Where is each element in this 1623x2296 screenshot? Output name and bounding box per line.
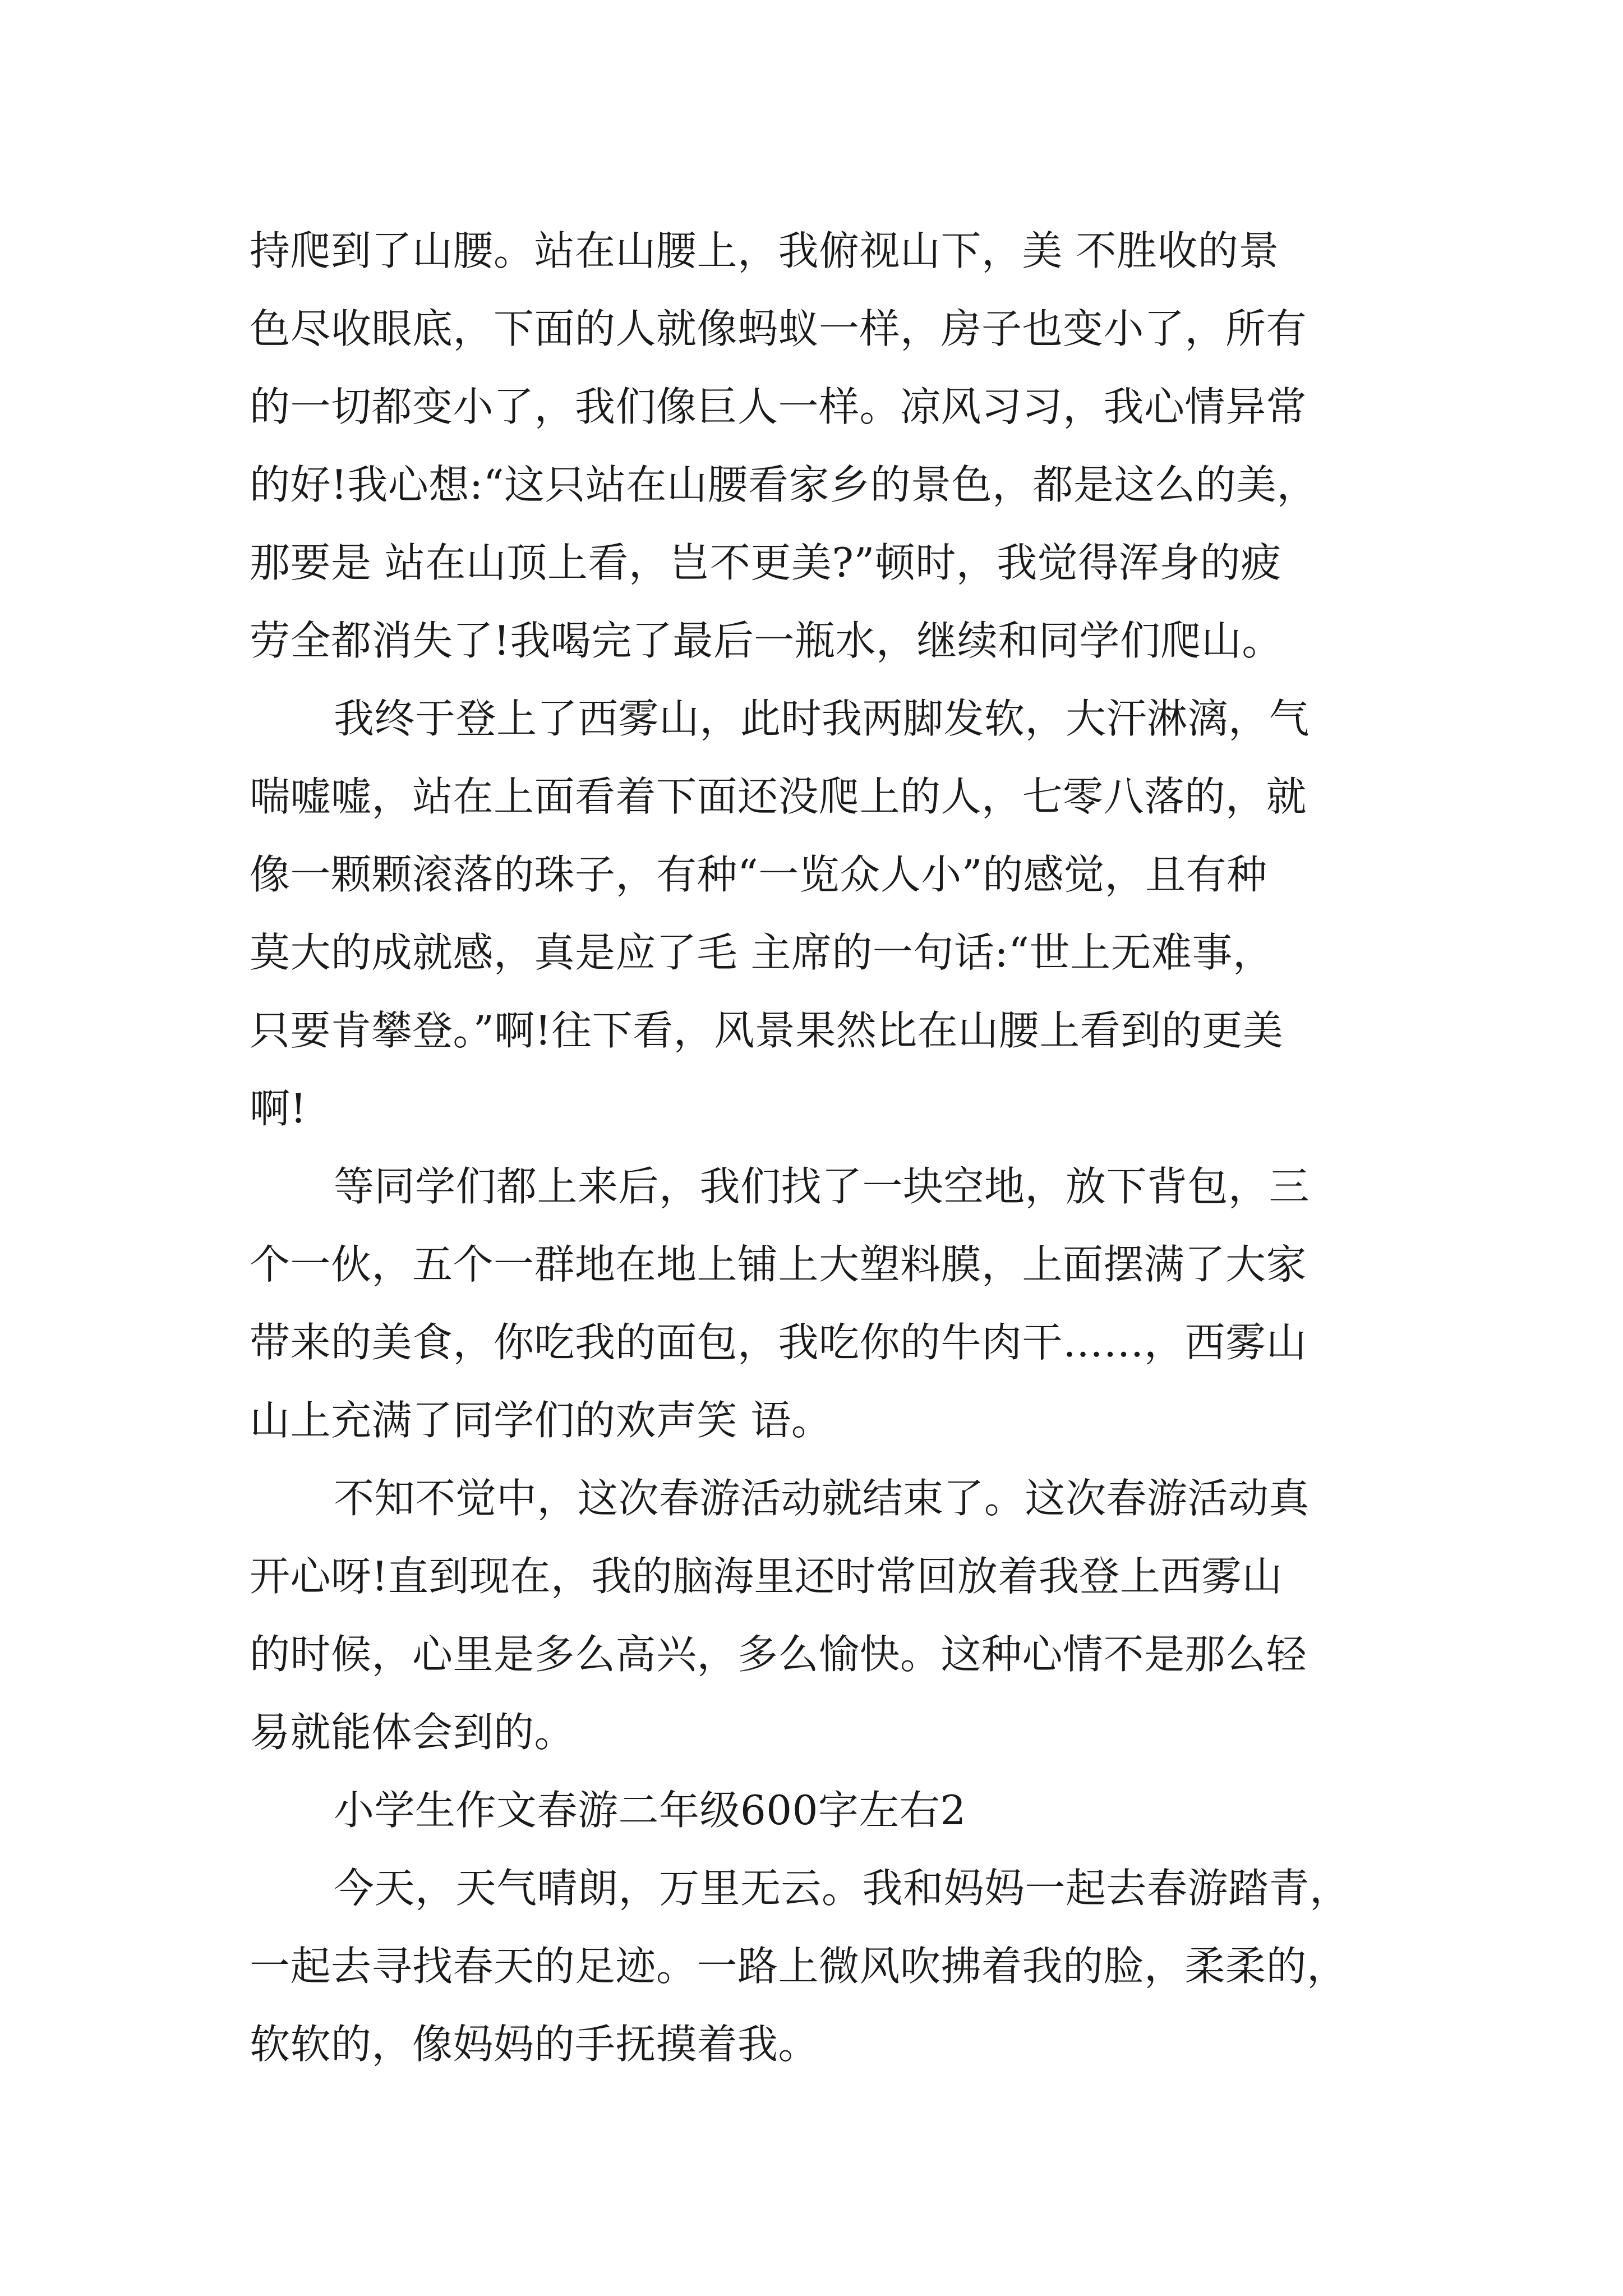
paragraph-start-line: 今天，天气晴朗，万里无云。我和妈妈一起去春游踏青，	[334, 1865, 1350, 1912]
text-line: 一起去寻找春天的足迹。一路上微风吹拂着我的脸，柔柔的，	[250, 1943, 1348, 1990]
text-line: 劳全都消失了!我喝完了最后一瓶水，继续和同学们爬山。	[250, 617, 1283, 664]
text-line: 带来的美食，你吃我的面包，我吃你的牛肉干……，西雾山	[250, 1319, 1307, 1366]
text-line: 的一切都变小了，我们像巨人一样。凉风习习，我心情异常	[250, 383, 1307, 430]
text-line: 个一伙，五个一群地在地上铺上大塑料膜，上面摆满了大家	[250, 1241, 1307, 1288]
section-heading: 小学生作文春游二年级600字左右2	[334, 1787, 966, 1834]
text-line: 那要是 站在山顶上看，岂不更美?”顿时，我觉得浑身的疲	[250, 539, 1281, 586]
text-line: 只要肯攀登。”啊!往下看，风景果然比在山腰上看到的更美	[250, 1007, 1284, 1054]
text-line: 持爬到了山腰。站在山腰上，我俯视山下，美 不胜收的景	[250, 227, 1279, 274]
text-line: 色尽收眼底，下面的人就像蚂蚁一样，房子也变小了，所有	[250, 305, 1307, 352]
paragraph-start-line: 不知不觉中，这次春游活动就结束了。这次春游活动真	[334, 1475, 1310, 1522]
text-line: 开心呀!直到现在，我的脑海里还时常回放着我登上西雾山	[250, 1553, 1283, 1600]
paragraph-start-line: 我终于登上了西雾山，此时我两脚发软，大汗淋漓，气	[334, 695, 1310, 742]
text-line: 喘嘘嘘，站在上面看着下面还没爬上的人，七零八落的，就	[250, 773, 1307, 820]
text-line: 啊!	[250, 1085, 307, 1132]
document-body	[250, 212, 1405, 2083]
text-line: 像一颗颗滚落的珠子，有种“一览众人小”的感觉，且有种	[250, 851, 1267, 898]
text-line: 易就能体会到的。	[250, 1709, 575, 1756]
text-line: 的时候，心里是多么高兴，多么愉快。这种心情不是那么轻	[250, 1631, 1307, 1678]
text-line: 莫大的成就感，真是应了毛 主席的一句话:“世上无难事，	[250, 929, 1274, 976]
paragraph-start-line: 等同学们都上来后，我们找了一块空地，放下背包，三	[334, 1163, 1310, 1210]
text-line: 山上充满了同学们的欢声笑 语。	[250, 1397, 832, 1444]
text-line: 的好!我心想:“这只站在山腰看家乡的景色，都是这么的美，	[250, 461, 1318, 508]
text-line: 软软的，像妈妈的手抚摸着我。	[250, 2021, 819, 2068]
